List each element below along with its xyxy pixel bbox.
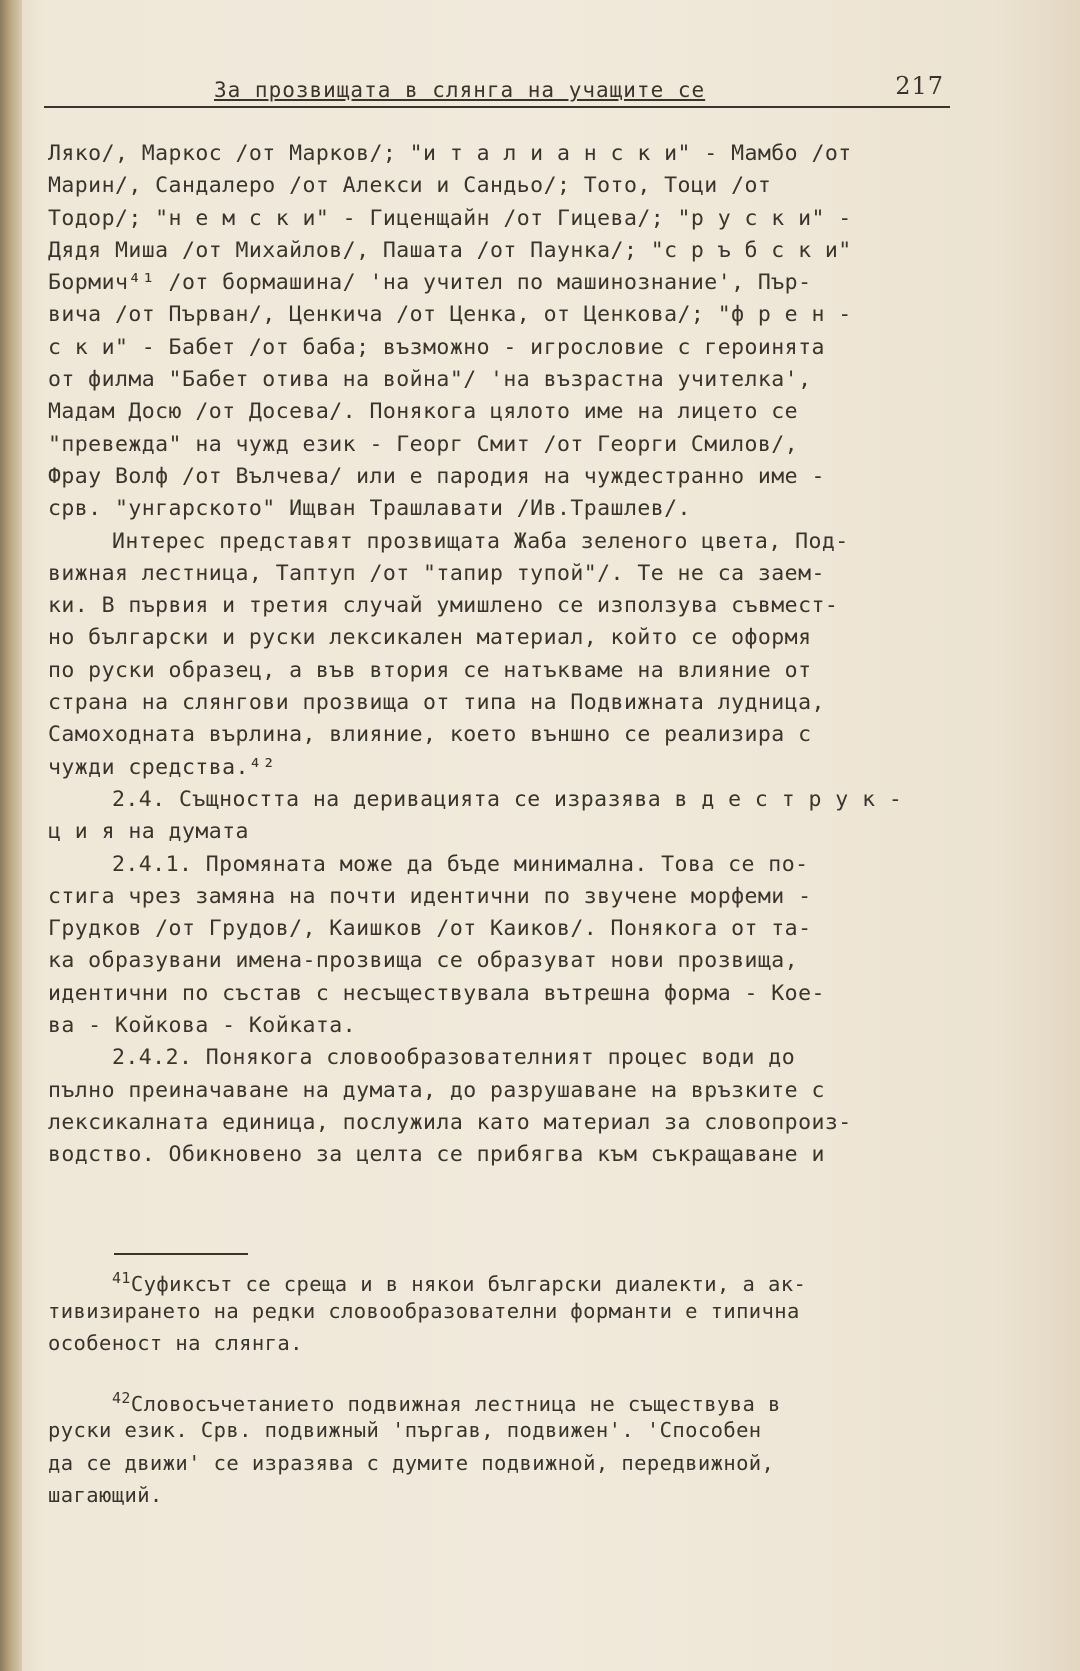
footnote-41-first-line <box>48 1262 956 1295</box>
text-line: ц и я на думата <box>48 819 249 845</box>
book-spine-shadow <box>0 0 22 1671</box>
text-line: лексикалната единица, послужила като материал за словопроиз- <box>48 1109 852 1135</box>
header-title: За прозвищата в слянга на учащите се <box>214 78 706 102</box>
footnote-42-first-line <box>48 1382 956 1415</box>
text-line: срв. "унгарското" Ищван Трашлавати /Ив.Трашлев/. <box>48 496 691 522</box>
page-number: 217 <box>895 72 944 100</box>
running-header <box>44 72 950 108</box>
text-line: Самоходната върлина, влияние, което външно се реализира с <box>48 722 812 748</box>
text-line: с к и" - Бабет /от баба; възможно - игрословие с героинята <box>48 334 825 360</box>
text-line: Тодор/; "н е м с к и" - Гиценщайн /от Гицева/; "р у с к и" - <box>48 205 852 231</box>
text-line: Марин/, Сандалеро /от Алекси и Сандьо/; Тото, Тоци /от <box>48 173 772 199</box>
text-line: Фрау Волф /от Вълчева/ или е пародия на чуждестранно име - <box>48 463 825 489</box>
text-line: пълно преиначаване на думата, до разрушаване на връзките с <box>48 1077 825 1103</box>
body-text <box>48 138 956 1172</box>
text-line: страна на слянгови прозвища от типа на Подвижната лудница, <box>48 690 825 716</box>
footnote-number: 42 <box>112 1388 131 1407</box>
text-line: водство. Обикновено за целта се прибягва към съкращаване и <box>48 1142 825 1168</box>
text-line: Ляко/, Маркос /от Марков/; "и т а л и а н с к и" - Мамбо /от <box>48 141 852 166</box>
footnote-text: Словосъчетанието подвижная лестница не съществува в <box>130 1391 781 1416</box>
text-line: стига чрез замяна на почти идентични по звучене морфеми - <box>48 883 812 909</box>
text-line: по руски образец, а във втория се натъкваме на влияние от <box>48 657 812 683</box>
paragraph-start-line: 2.4.1. Промяната може да бъде минимална. Това се по- <box>112 851 809 877</box>
text-line: чужди средства.⁴² <box>48 754 276 780</box>
text-line: Мадам Досю /от Досева/. Понякога цялото име на лицето се <box>48 399 799 425</box>
footnote-line: руски език. Срв. подвижный 'пъргав, подвижен'. 'Способен <box>48 1418 762 1442</box>
footnote-line: тивизирането на редки словообразователни форманти е типична <box>48 1298 800 1323</box>
footnote-line: да се движи' се изразява с думите подвижной, передвижной, <box>48 1450 775 1475</box>
footnote-text: Суфиксът се среща и в някои български диалекти, а ак- <box>130 1272 807 1296</box>
footnote-number: 41 <box>112 1269 131 1287</box>
text-line: ва - Койкова - Койката. <box>48 1013 357 1039</box>
text-line: вижная лестница, Таптуп /от "тапир тупой"/. Те не са заем- <box>48 560 825 586</box>
text-line: ка образувани имена-прозвища се образуват нови прозвища, <box>48 948 799 974</box>
paragraph-start-line: Интерес представят прозвищата Жаба зеленого цвета, Под- <box>112 528 849 554</box>
paragraph-start-line: 2.4.2. Понякога словообразователният процес води до <box>112 1045 796 1071</box>
footnote-line: шагающий. <box>48 1483 163 1507</box>
section-heading-line: 2.4. Същността на деривацията се изразява в д е с т р у к - <box>112 786 903 812</box>
text-line: Дядя Миша /от Михайлов/, Пашата /от Паунка/; "с р ъ б с к и" <box>48 237 852 263</box>
text-line: Грудков /от Грудов/, Каишков /от Каиков/. Понякога от та- <box>48 916 812 942</box>
text-line: но български и руски лексикален материал, който се оформя <box>48 625 812 651</box>
text-line: идентични по състав с несъществувала вътрешна форма - Кое- <box>48 980 825 1006</box>
footnote-line: особеност на слянга. <box>48 1331 303 1355</box>
text-line: ки. В първия и третия случай умишлено се използува съвмест- <box>48 593 839 619</box>
footnote-separator <box>114 1253 248 1255</box>
text-line: от филма "Бабет отива на война"/ 'на възрастна учителка', <box>48 367 812 393</box>
text-line: вича /от Първан/, Ценкича /от Ценка, от Ценкова/; "ф р е н - <box>48 302 852 328</box>
text-line: "превежда" на чужд език - Георг Смит /от Георги Смилов/, <box>48 431 799 457</box>
footnotes <box>48 1262 956 1512</box>
text-line: Бормич⁴¹ /от бормашина/ 'на учител по машинознание', Пър- <box>48 270 812 296</box>
